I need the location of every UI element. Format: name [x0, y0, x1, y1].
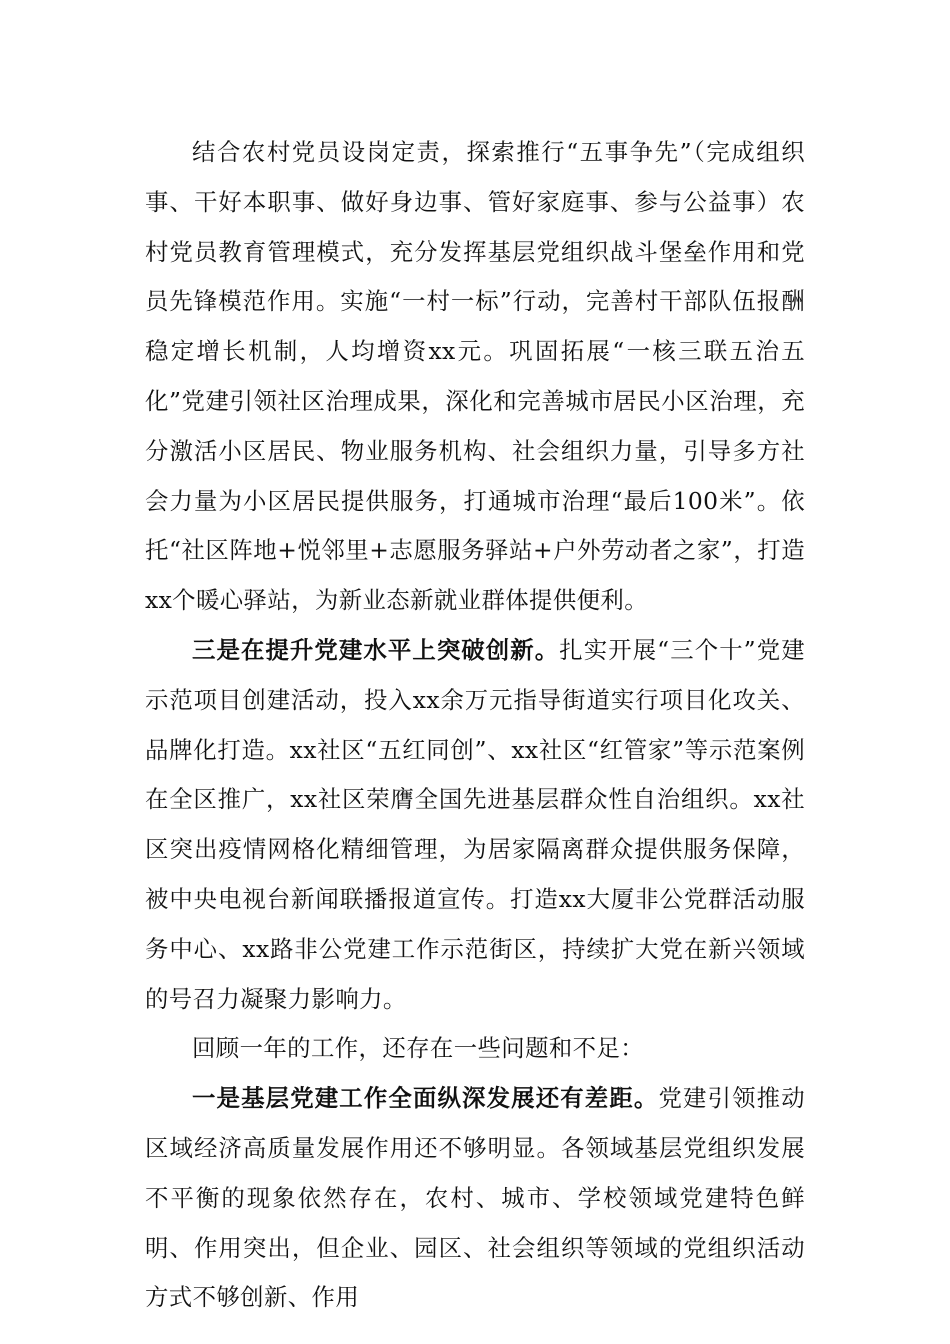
document-page	[145, 128, 805, 1323]
paragraph-lead-heading: 三是在提升党建水平上突破创新。	[192, 635, 560, 664]
paragraph-problems	[145, 1074, 805, 1323]
paragraph-body: 扎实开展“三个十”党建示范项目创建活动，投入xx余万元指导街道实行项目化攻关、品牌化打造。xx社区“五红同创”、xx社区“红管家”等示范案例在全区推广，xx社区荣膺全国先进基层群众性自治组织。xx社区突出疫情网格化精细管理，为居家隔离群众提供服务保障，被中央电视台新闻联播报道宣传。打造xx大厦非公党群活动服务中心、xx路非公党建工作示范街区，持续扩大党在新兴领域的号召力凝聚力影响力。	[145, 635, 805, 1013]
paragraph-review	[145, 1024, 805, 1074]
paragraph-body: 回顾一年的工作，还存在一些问题和不足：	[192, 1034, 645, 1063]
paragraph-lead-heading: 一是基层党建工作全面纵深发展还有差距。	[192, 1084, 659, 1113]
paragraph-rural-party-members	[145, 128, 805, 626]
paragraph-innovation	[145, 626, 805, 1024]
paragraph-body: 结合农村党员设岗定责，探索推行“五事争先”（完成组织事、干好本职事、做好身边事、管好家庭事、参与公益事）农村党员教育管理模式，充分发挥基层党组织战斗堡垒作用和党员先锋模范作用。实施“一村一标”行动，完善村干部队伍报酬稳定增长机制，人均增资xx元。巩固拓展“一核三联五治五化”党建引领社区治理成果，深化和完善城市居民小区治理，充分激活小区居民、物业服务机构、社会组织力量，引导多方社会力量为小区居民提供服务，打通城市治理“最后100米”。依托“社区阵地+悦邻里+志愿服务驿站+户外劳动者之家”，打造xx个暖心驿站，为新业态新就业群体提供便利。	[145, 138, 805, 615]
paragraph-body: 党建引领推动区域经济高质量发展作用还不够明显。各领域基层党组织发展不平衡的现象依然存在，农村、城市、学校领域党建特色鲜明、作用突出，但企业、园区、社会组织等领域的党组织活动方式不够创新、作用	[145, 1084, 805, 1312]
